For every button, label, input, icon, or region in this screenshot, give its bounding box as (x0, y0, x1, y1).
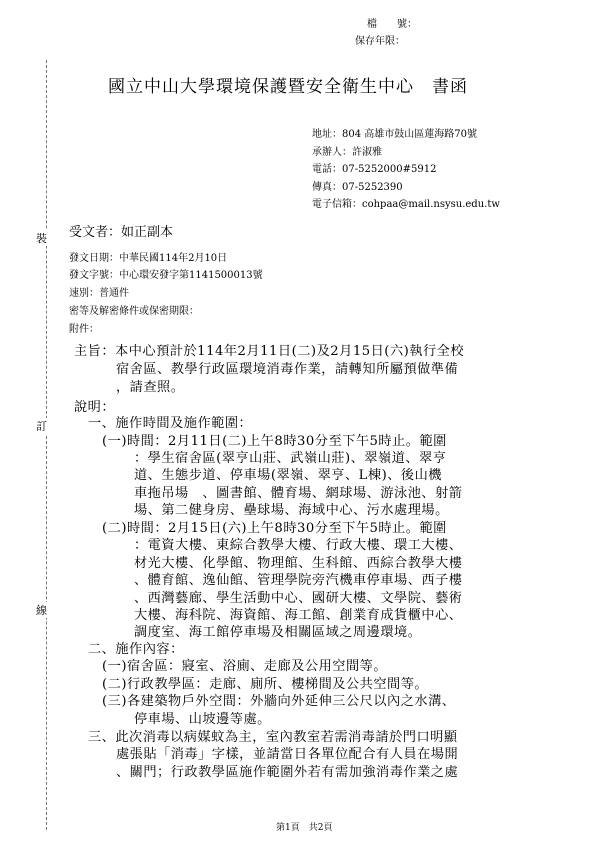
body-line: (三)各建築物戶外空間：外牆向外延伸三公尺以內之水溝、 (102, 694, 456, 709)
document-number: 發文字號：中心環安發字第1141500013號 (69, 270, 263, 281)
page-number: 第1頁 共2頁 (276, 823, 333, 833)
body-line: 車拖吊場 、圖書館、體育場、網球場、游泳池、射箭 (134, 486, 463, 501)
body-line: (二)行政教學區：走廊、廁所、樓梯間及公共空間等。 (102, 677, 429, 692)
section-heading: 三、此次消毒以病媒蚊為主，室內教室若需消毒請於門口明顯 (88, 730, 458, 745)
sender-phone: 電話：07-5252000#5912 (312, 164, 437, 175)
binding-line (46, 60, 47, 830)
sender-contact: 承辦人：許淑雅 (312, 147, 382, 158)
body-line: 材光大樓、化學館、物理館、生科館、西綜合教學大樓 (134, 556, 463, 571)
issue-date: 發文日期：中華民國114年2月10日 (69, 253, 228, 264)
secrecy-level: 密等及解密條件或保密期限： (69, 306, 199, 317)
body-line: ：電資大樓、東綜合教學大樓、行政大樓、環工大樓、 (134, 538, 463, 553)
sender-fax: 傳真：07-5252390 (312, 182, 403, 193)
subject-line: ，請查照。 (116, 380, 185, 395)
section-heading: 二、施作內容： (88, 642, 184, 657)
body-line: 停車場、山坡邊等處。 (134, 712, 271, 727)
body-line: 處張貼「消毒」字樣，並請當日各單位配合有人員在場開 (116, 747, 459, 762)
body-line: 大樓、海科院、海資館、海工館、創業育成貨櫃中心、 (134, 608, 463, 623)
attachment: 附件： (69, 324, 99, 335)
body-line: (一)宿舍區：寢室、浴廁、走廊及公用空間等。 (102, 659, 388, 674)
sender-address: 地址：804 高雄市鼓山區蓮海路70號 (312, 129, 477, 140)
recipient: 受文者：如正副本 (69, 225, 174, 240)
body-line: 、體育館、逸仙館、管理學院旁汽機車停車場、西子樓 (134, 573, 463, 588)
body-line: (一)時間：2月11日(二)上午8時30分至下午5時止。範圍 (102, 434, 447, 449)
section-heading: 一、施作時間及施作範圍： (88, 416, 253, 431)
binding-mark-xian: 線 (36, 604, 47, 617)
binding-mark-ding: 訂 (36, 420, 47, 433)
body-line: 道、生態步道、停車場(翠嶺、翠亨、L棟)、後山機 (134, 468, 442, 483)
retention-period-label: 保存年限： (355, 36, 405, 47)
body-line: 、西灣藝廊、學生活動中心、國研大樓、文學院、藝術 (134, 591, 463, 606)
file-number-label: 檔 號： (367, 19, 417, 30)
body-line: (二)時間：2月15日(六)上午8時30分至下午5時止。範圍 (102, 521, 447, 536)
body-line: 場、第二健身房、壘球場、海域中心、污水處理場。 (134, 503, 449, 518)
delivery-speed: 速別：普通件 (69, 288, 129, 299)
subject-line: 主旨：本中心預計於114年2月11日(二)及2月15日(六)執行全校 (74, 344, 465, 359)
explanation-heading: 說明： (74, 400, 116, 415)
body-line: 、關門；行政教學區施作範圍外若有需加強消毒作業之處 (116, 765, 459, 780)
body-line: ：學生宿舍區(翠亨山莊、武嶺山莊)、翠嶺道、翠亨 (134, 451, 447, 466)
body-line: 調度室、海工館停車場及相關區域之周邊環境。 (134, 625, 422, 640)
sender-email: 電子信箱：cohpaa@mail.nsysu.edu.tw (312, 199, 500, 210)
document-title: 國立中山大學環境保護暨安全衛生中心 書函 (108, 77, 468, 97)
subject-line: 宿舍區、教學行政區環境消毒作業，請轉知所屬預做準備 (116, 362, 459, 377)
binding-mark-zhuang: 裝 (36, 232, 47, 245)
